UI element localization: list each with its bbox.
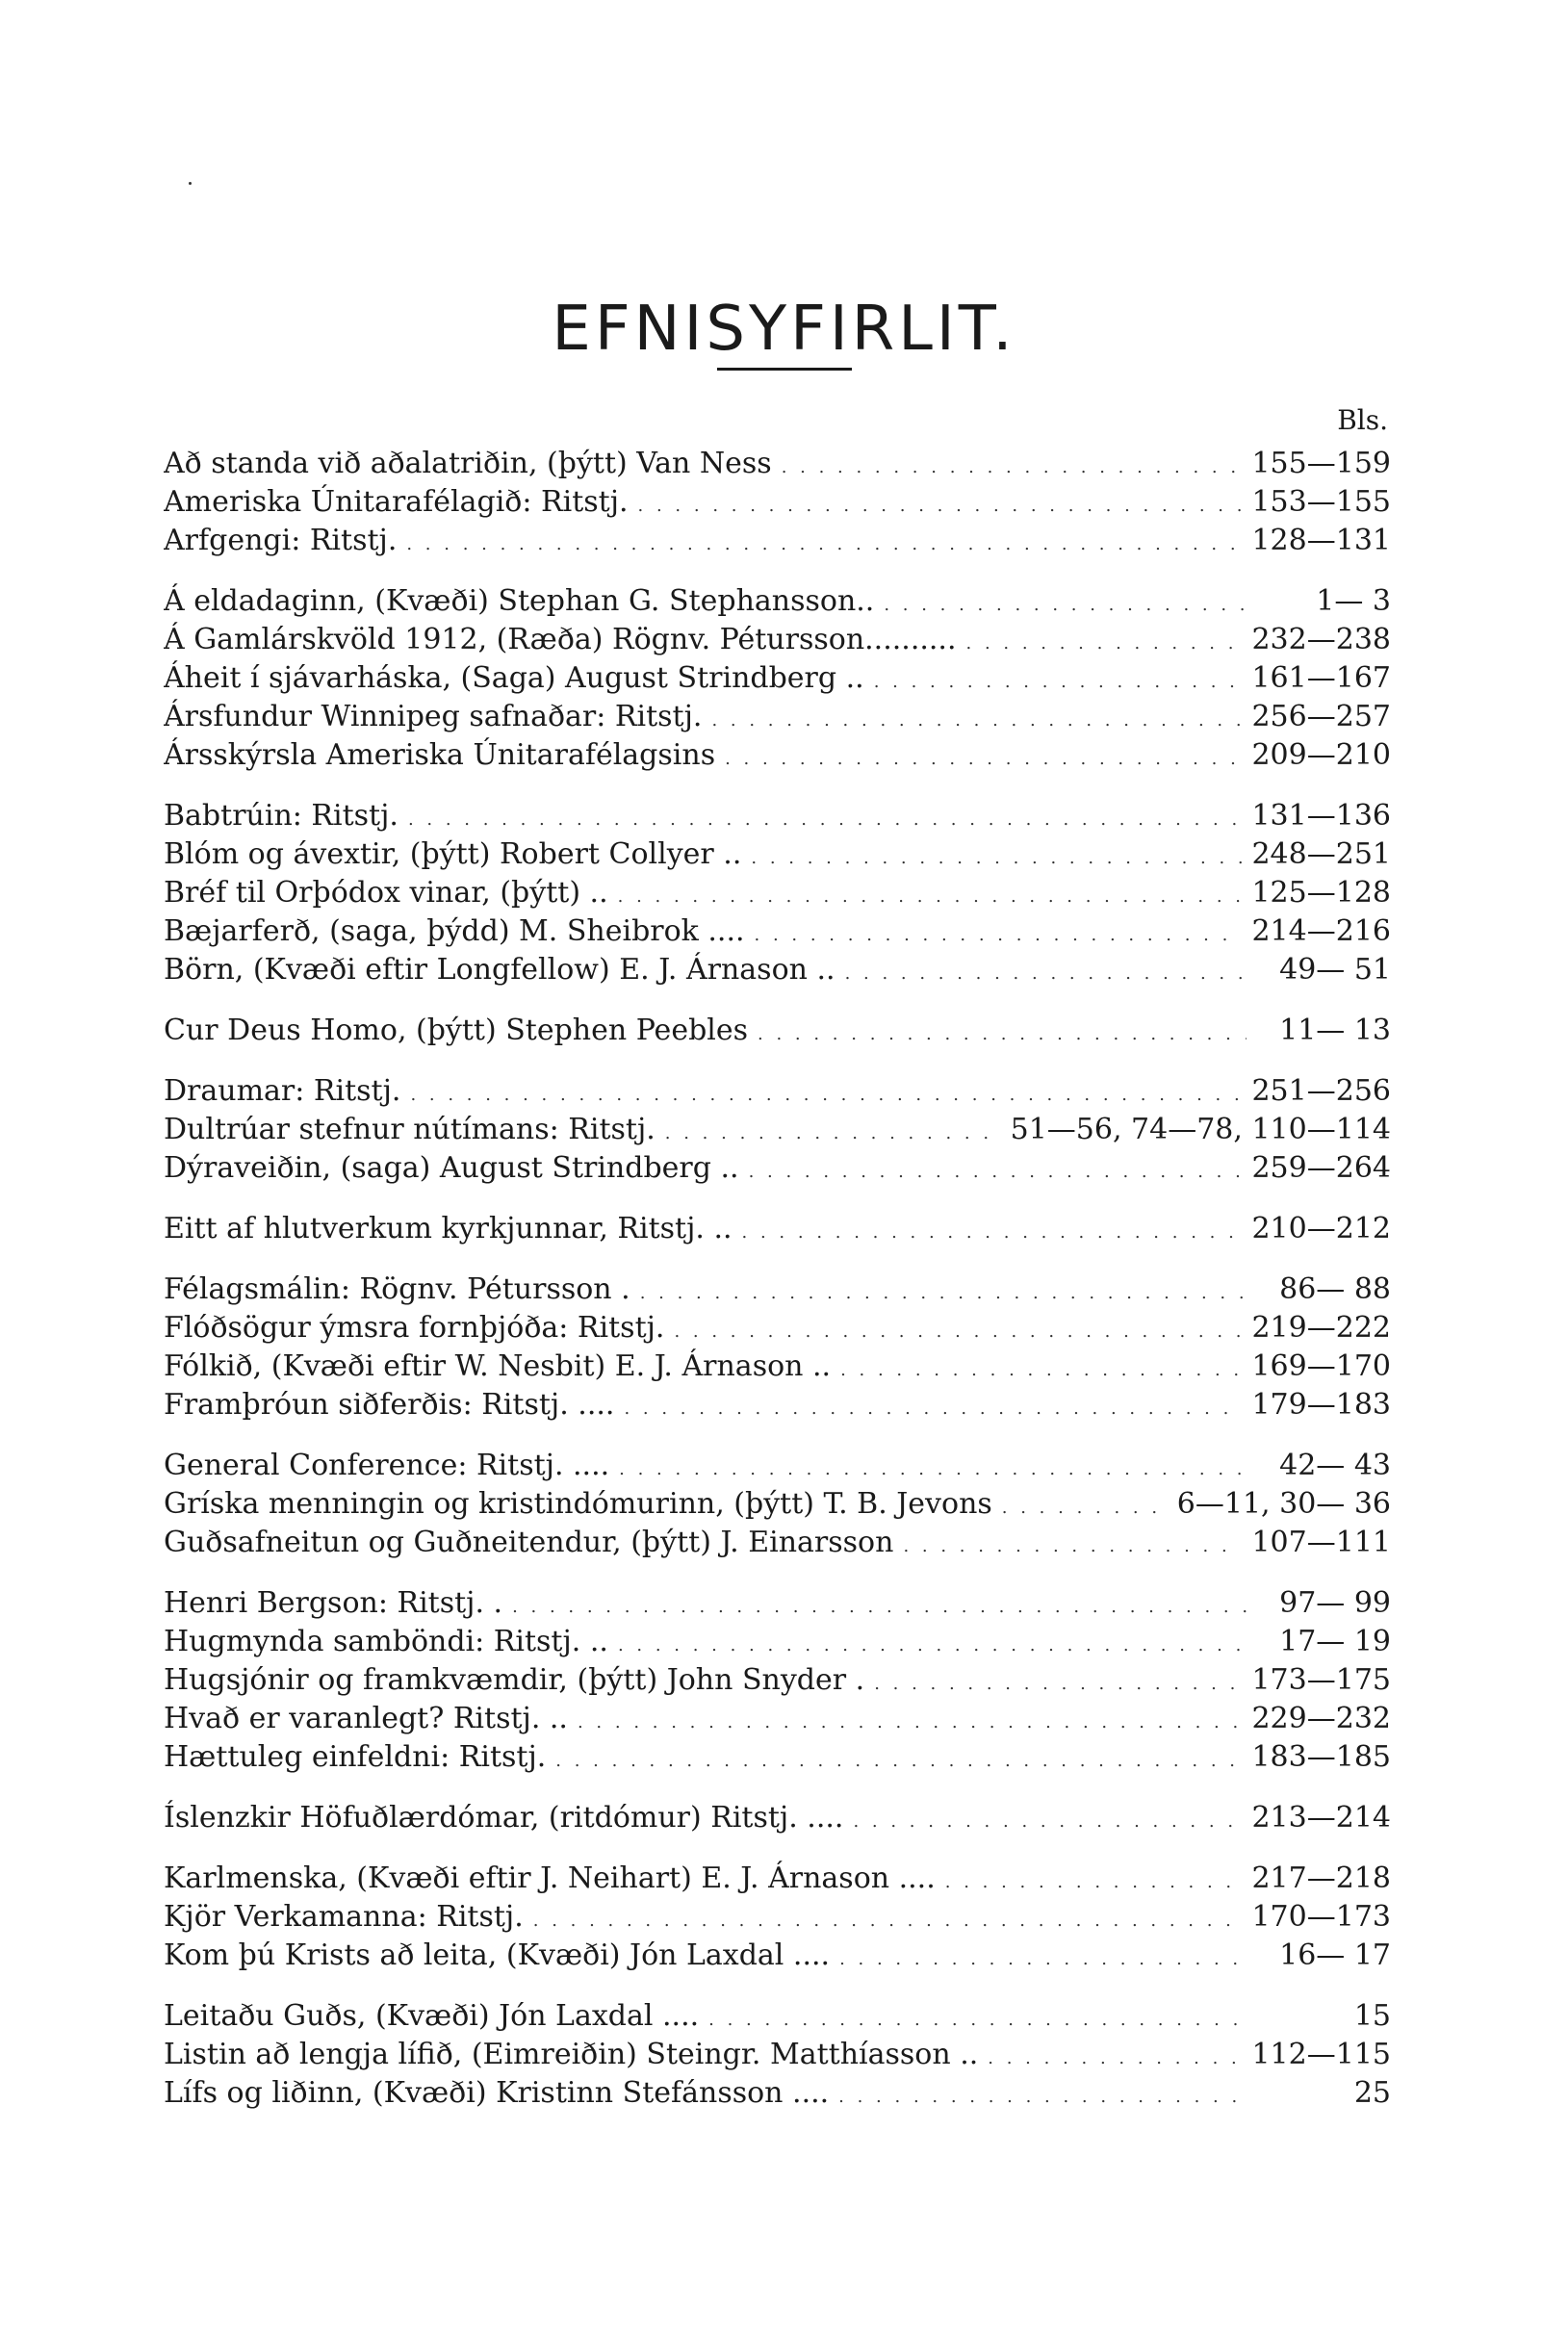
toc-entry-title: Ársfundur Winnipeg safnaðar: Ritstj. bbox=[164, 700, 703, 733]
toc-entry bbox=[164, 736, 1391, 775]
toc-entry-title: Að standa við aðalatriðin, (þýtt) Van Ness bbox=[164, 447, 772, 480]
toc-entry bbox=[164, 1661, 1391, 1700]
toc-group bbox=[164, 1584, 1391, 1777]
toc-entry bbox=[164, 874, 1391, 912]
toc-entry-pages: 251—256 bbox=[1251, 1074, 1391, 1108]
toc-entry-title: Börn, (Kvæði eftir Longfellow) E. J. Árnason .. bbox=[164, 953, 835, 987]
toc-entry-title: Íslenzkir Höfuðlærdómar, (ritdómur) Ritstj. .... bbox=[164, 1801, 844, 1835]
toc-entry-title: Hvað er varanlegt? Ritstj. .. bbox=[164, 1702, 568, 1735]
toc-entry-pages: 25 bbox=[1353, 2076, 1391, 2110]
toc-group bbox=[164, 1799, 1391, 1837]
toc-entry-title: Cur Deus Homo, (þýtt) Stephen Peebles bbox=[164, 1014, 749, 1047]
toc-entry-title: Flóðsögur ýmsra fornþjóða: Ritstj. bbox=[164, 1311, 665, 1345]
dot-leader bbox=[966, 621, 1243, 663]
dot-leader bbox=[782, 445, 1243, 487]
toc-entry-title: Draumar: Ritstj. bbox=[164, 1074, 401, 1108]
dot-leader bbox=[840, 1348, 1242, 1390]
toc-entry bbox=[164, 1524, 1391, 1562]
toc-entry-pages: 49— 51 bbox=[1279, 953, 1391, 987]
toc-entry-pages: 16— 17 bbox=[1279, 1938, 1391, 1972]
toc-entry bbox=[164, 1386, 1391, 1425]
dot-leader bbox=[845, 951, 1247, 993]
dot-leader bbox=[555, 1738, 1242, 1781]
pages-column-header: Bls. bbox=[1337, 404, 1388, 436]
dot-leader bbox=[853, 1799, 1242, 1841]
toc-entry-title: Ársskýrsla Ameriska Únitarafélagsins bbox=[164, 738, 716, 772]
toc-entry-title: Kjör Verkamanna: Ritstj. bbox=[164, 1900, 524, 1934]
toc-entry-pages: 42— 43 bbox=[1279, 1449, 1391, 1482]
toc-group bbox=[164, 1271, 1391, 1425]
toc-entry-title: Hugsjónir og framkvæmdir, (þýtt) John Snyder . bbox=[164, 1663, 865, 1697]
page-title: EFNISYFIRLIT. bbox=[552, 293, 1016, 365]
toc-entry bbox=[164, 1149, 1391, 1188]
toc-group bbox=[164, 1997, 1391, 2113]
dot-leader bbox=[674, 1309, 1242, 1351]
toc-entry-pages: 259—264 bbox=[1251, 1151, 1391, 1185]
dot-leader bbox=[618, 1623, 1247, 1665]
toc-entry bbox=[164, 698, 1391, 736]
toc-entry-title: General Conference: Ritstj. .... bbox=[164, 1449, 610, 1482]
toc-entry-pages: 169—170 bbox=[1251, 1349, 1391, 1383]
dot-leader bbox=[533, 1898, 1243, 1940]
toc-entry-pages: 214—216 bbox=[1251, 914, 1391, 948]
toc-entry-title: Bréf til Orþódox vinar, (þýtt) .. bbox=[164, 876, 608, 910]
dot-leader bbox=[742, 1210, 1243, 1252]
dot-leader bbox=[725, 736, 1242, 779]
toc-entry-title: Henri Bergson: Ritstj. . bbox=[164, 1586, 503, 1620]
stray-dot-mark bbox=[189, 182, 192, 185]
toc-entry bbox=[164, 1860, 1391, 1898]
toc-entry bbox=[164, 835, 1391, 874]
toc-group bbox=[164, 797, 1391, 989]
dot-leader bbox=[839, 1937, 1247, 1979]
toc-entry bbox=[164, 582, 1391, 621]
toc-entry-title: Áheit í sjávarháska, (Saga) August Strindberg .. bbox=[164, 661, 864, 695]
toc-group bbox=[164, 582, 1391, 775]
toc-entry-title: Kom þú Krists að leita, (Kvæði) Jón Laxdal .... bbox=[164, 1938, 831, 1972]
toc-entry-title: Framþróun siðferðis: Ritstj. .... bbox=[164, 1388, 615, 1422]
dot-leader bbox=[749, 1149, 1243, 1192]
toc-entry-pages: 232—238 bbox=[1251, 623, 1391, 656]
dot-leader bbox=[751, 835, 1242, 878]
toc-entry-pages: 51—56, 74—78, 110—114 bbox=[1010, 1113, 1391, 1146]
toc-entry-pages: 153—155 bbox=[1251, 485, 1391, 519]
toc-entry-pages: 248—251 bbox=[1251, 837, 1391, 871]
toc-entry bbox=[164, 1447, 1391, 1485]
toc-entry-pages: 131—136 bbox=[1251, 799, 1391, 833]
toc-entry-pages: 6—11, 30— 36 bbox=[1176, 1487, 1391, 1521]
dot-leader bbox=[755, 912, 1243, 955]
toc-entry-title: Félagsmálin: Rögnv. Pétursson . bbox=[164, 1272, 630, 1306]
toc-entry-pages: 86— 88 bbox=[1279, 1272, 1391, 1306]
toc-entry-pages: 173—175 bbox=[1251, 1663, 1391, 1697]
toc-group bbox=[164, 1860, 1391, 1975]
toc-entry bbox=[164, 2036, 1391, 2074]
toc-entry-pages: 256—257 bbox=[1251, 700, 1391, 733]
toc-entry bbox=[164, 1210, 1391, 1248]
toc-entry bbox=[164, 445, 1391, 483]
toc-entry-pages: 217—218 bbox=[1251, 1861, 1391, 1895]
toc-entry-title: Dýraveiðin, (saga) August Strindberg .. bbox=[164, 1151, 739, 1185]
toc-entry-title: Guðsafneitun og Guðneitendur, (þýtt) J. Einarsson bbox=[164, 1526, 894, 1559]
toc-entry-pages: 219—222 bbox=[1251, 1311, 1391, 1345]
dot-leader bbox=[988, 2036, 1242, 2078]
toc-entry-title: Á Gamlárskvöld 1912, (Ræða) Rögnv. Pétursson.......... bbox=[164, 623, 957, 656]
toc-entry-pages: 170—173 bbox=[1251, 1900, 1391, 1934]
dot-leader bbox=[619, 1447, 1247, 1489]
toc-entry bbox=[164, 1348, 1391, 1386]
toc-entry-title: Ameriska Únitarafélagið: Ritstj. bbox=[164, 485, 629, 519]
toc-entry-title: Babtrúin: Ritstj. bbox=[164, 799, 398, 833]
toc-entry bbox=[164, 1271, 1391, 1309]
toc-entry-title: Karlmenska, (Kvæði eftir J. Neihart) E. J. Árnason .... bbox=[164, 1861, 936, 1895]
toc-entry-pages: 183—185 bbox=[1251, 1740, 1391, 1774]
toc-entry-pages: 128—131 bbox=[1251, 524, 1391, 557]
toc-entry bbox=[164, 1072, 1391, 1111]
toc-entry bbox=[164, 1309, 1391, 1348]
toc-entry bbox=[164, 621, 1391, 659]
toc-entry-pages: 1— 3 bbox=[1316, 584, 1391, 618]
toc-group bbox=[164, 445, 1391, 560]
dot-leader bbox=[874, 1661, 1242, 1704]
toc-entry-title: Bæjarferð, (saga, þýdd) M. Sheibrok .... bbox=[164, 914, 745, 948]
toc-entry bbox=[164, 1623, 1391, 1661]
toc-entry-title: Gríska menningin og kristindómurinn, (þýtt) T. B. Jevons bbox=[164, 1487, 992, 1521]
toc-entry-pages: 17— 19 bbox=[1279, 1625, 1391, 1658]
toc-entry bbox=[164, 659, 1391, 698]
toc-entry-title: Lífs og liðinn, (Kvæði) Kristinn Stefánsson .... bbox=[164, 2076, 830, 2110]
toc-entry-title: Leitaðu Guðs, (Kvæði) Jón Laxdal .... bbox=[164, 1999, 700, 2033]
dot-leader bbox=[1002, 1485, 1168, 1527]
title-rule bbox=[717, 368, 852, 371]
toc-entry bbox=[164, 2074, 1391, 2113]
toc-entry bbox=[164, 483, 1391, 522]
toc-entry-title: Listin að lengja lífið, (Eimreiðin) Steingr. Matthíasson .. bbox=[164, 2038, 979, 2071]
dot-leader bbox=[945, 1860, 1243, 1902]
toc-entry-pages: 112—115 bbox=[1251, 2038, 1391, 2071]
toc-entry-pages: 229—232 bbox=[1251, 1702, 1391, 1735]
toc-entry-pages: 107—111 bbox=[1251, 1526, 1391, 1559]
toc-group bbox=[164, 1210, 1391, 1248]
toc-entry-title: Eitt af hlutverkum kyrkjunnar, Ritstj. .. bbox=[164, 1212, 733, 1245]
toc-entry-pages: 213—214 bbox=[1251, 1801, 1391, 1835]
dot-leader bbox=[884, 582, 1247, 625]
dot-leader bbox=[618, 874, 1243, 916]
dot-leader bbox=[874, 659, 1243, 702]
dot-leader bbox=[903, 1524, 1242, 1566]
dot-leader bbox=[758, 1012, 1247, 1054]
toc-entry bbox=[164, 1799, 1391, 1837]
dot-leader bbox=[638, 483, 1243, 526]
toc-entry-title: Fólkið, (Kvæði eftir W. Nesbit) E. J. Árnason .. bbox=[164, 1349, 832, 1383]
dot-leader bbox=[665, 1111, 1001, 1153]
toc-group bbox=[164, 1012, 1391, 1050]
toc-entry bbox=[164, 1111, 1391, 1149]
toc-entry-pages: 161—167 bbox=[1251, 661, 1391, 695]
toc-entry-title: Hugmynda samböndi: Ritstj. .. bbox=[164, 1625, 608, 1658]
toc-entry-title: Blóm og ávextir, (þýtt) Robert Collyer .. bbox=[164, 837, 742, 871]
toc-entry bbox=[164, 1937, 1391, 1975]
dot-leader bbox=[838, 2074, 1247, 2117]
toc-group bbox=[164, 1447, 1391, 1562]
toc-entry-pages: 11— 13 bbox=[1279, 1014, 1391, 1047]
toc-entry bbox=[164, 951, 1391, 989]
toc-entry-pages: 155—159 bbox=[1251, 447, 1391, 480]
toc-entry-title: Arfgengi: Ritstj. bbox=[164, 524, 398, 557]
toc-entry bbox=[164, 1898, 1391, 1937]
dot-leader bbox=[640, 1271, 1247, 1313]
toc-entry bbox=[164, 797, 1391, 835]
toc-entry bbox=[164, 1012, 1391, 1050]
toc-group bbox=[164, 1072, 1391, 1188]
dot-leader bbox=[711, 698, 1242, 740]
toc-entry bbox=[164, 1738, 1391, 1777]
toc-entry-pages: 125—128 bbox=[1251, 876, 1391, 910]
toc-entry-title: Dultrúar stefnur nútímans: Ritstj. bbox=[164, 1113, 655, 1146]
dot-leader bbox=[512, 1584, 1247, 1627]
toc-entry bbox=[164, 1997, 1391, 2036]
toc-entry bbox=[164, 1485, 1391, 1524]
toc-entry bbox=[164, 1700, 1391, 1738]
toc-entry-title: Hættuleg einfeldni: Ritstj. bbox=[164, 1740, 547, 1774]
toc-entry bbox=[164, 912, 1391, 951]
toc-entry-pages: 210—212 bbox=[1251, 1212, 1391, 1245]
dot-leader bbox=[708, 1997, 1247, 2040]
toc-entry-pages: 15 bbox=[1353, 1999, 1391, 2033]
dot-leader bbox=[624, 1386, 1242, 1428]
toc-entry-pages: 97— 99 bbox=[1279, 1586, 1391, 1620]
dot-leader bbox=[406, 522, 1242, 564]
toc-entry-pages: 179—183 bbox=[1251, 1388, 1391, 1422]
dot-leader bbox=[578, 1700, 1242, 1742]
toc-entry-pages: 209—210 bbox=[1251, 738, 1391, 772]
table-of-contents bbox=[164, 445, 1391, 2135]
dot-leader bbox=[410, 1072, 1242, 1115]
toc-entry-title: Á eldadaginn, (Kvæði) Stephan G. Stephansson.. bbox=[164, 584, 875, 618]
toc-entry bbox=[164, 522, 1391, 560]
dot-leader bbox=[408, 797, 1243, 839]
toc-entry bbox=[164, 1584, 1391, 1623]
